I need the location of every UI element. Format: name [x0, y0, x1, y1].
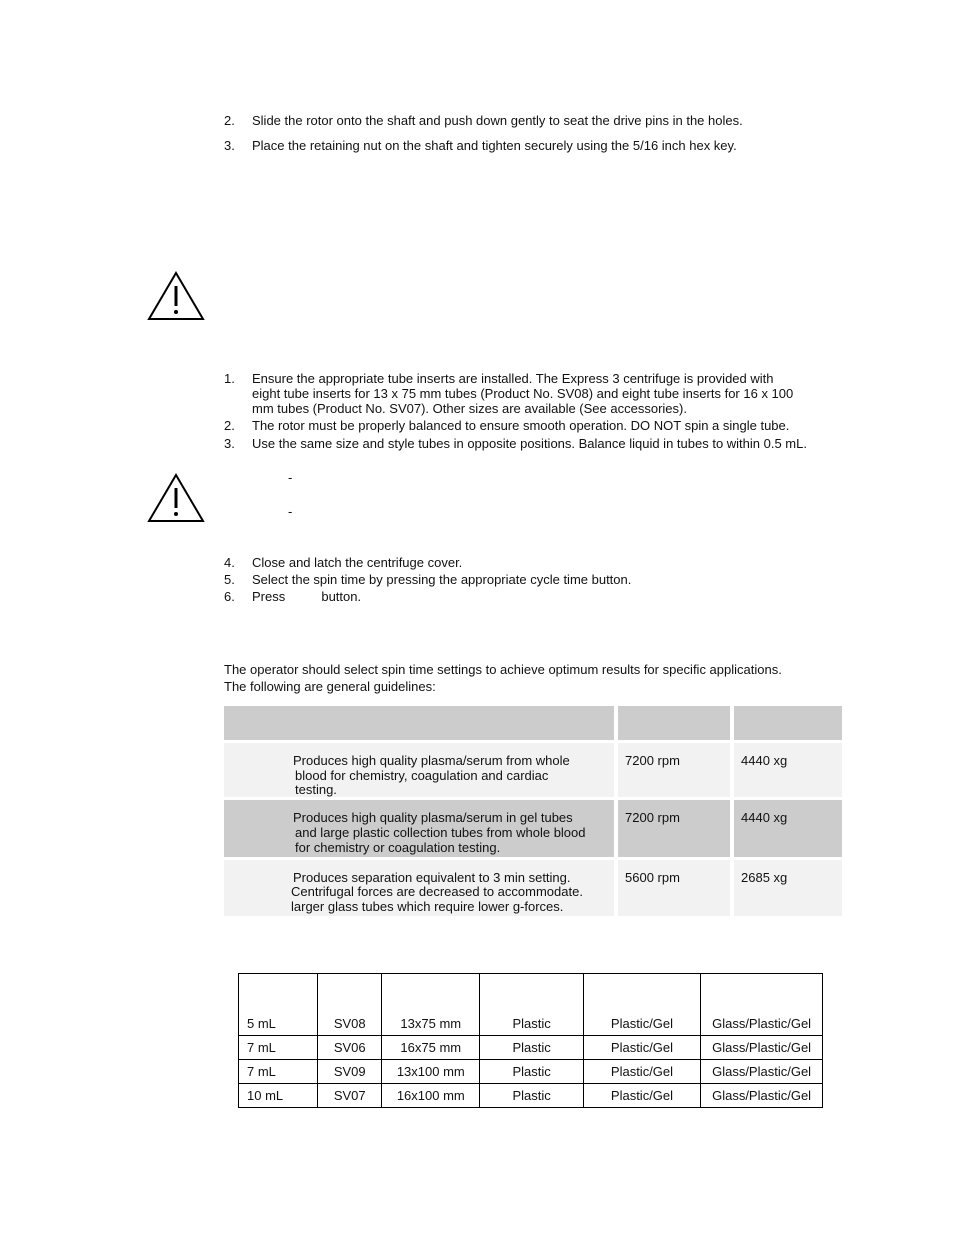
table-header-cell	[382, 974, 480, 1013]
table-cell: 5 mL	[239, 1012, 318, 1036]
warning-triangle-icon	[146, 270, 206, 322]
guideline-description: blood for chemistry, coagulation and cardiac	[295, 768, 549, 783]
guideline-force: 2685 xg	[741, 870, 788, 885]
table-cell: 13x100 mm	[382, 1060, 480, 1084]
table-cell: SV09	[318, 1060, 382, 1084]
table-cell: Glass/Plastic/Gel	[701, 1012, 823, 1036]
guidelines-row-cell	[734, 860, 842, 916]
table-row	[239, 1036, 823, 1060]
guideline-rpm: 7200 rpm	[625, 753, 680, 768]
table-cell: Glass/Plastic/Gel	[701, 1060, 823, 1084]
guidelines-header-cell	[224, 706, 614, 740]
guideline-rpm: 7200 rpm	[625, 810, 680, 825]
step-text: Close and latch the centrifuge cover.	[252, 555, 463, 570]
step-text: Press button.	[252, 589, 362, 604]
step-number: 2.	[224, 113, 235, 128]
table-cell: 13x75 mm	[382, 1012, 480, 1036]
step-text: Place the retaining nut on the shaft and tighten securely using the 5/16 inch hex key.	[252, 138, 737, 153]
table-row	[239, 1012, 823, 1036]
guidelines-row-cell	[618, 860, 730, 916]
table-row	[239, 1084, 823, 1108]
step-text-line: mm tubes (Product No. SV07). Other sizes are available (See accessories).	[252, 401, 687, 416]
table-row	[239, 1060, 823, 1084]
table-cell: 10 mL	[239, 1084, 318, 1108]
step-text-line: Use the same size and style tubes in opposite positions. Balance liquid in tubes to within 0.5 mL.	[252, 436, 807, 451]
table-cell: SV06	[318, 1036, 382, 1060]
table-header-cell	[701, 974, 823, 1013]
warning-triangle-icon	[146, 472, 206, 524]
guideline-force: 4440 xg	[741, 810, 788, 825]
warning-bullet: -	[288, 504, 293, 519]
table-cell: Plastic	[480, 1012, 583, 1036]
intro-line: The following are general guidelines:	[224, 679, 436, 694]
guideline-description: Centrifugal forces are decreased to accommodate.	[291, 884, 583, 899]
table-cell: Plastic/Gel	[583, 1060, 700, 1084]
guideline-description: and large plastic collection tubes from whole blood	[295, 825, 586, 840]
table-cell: SV08	[318, 1012, 382, 1036]
step-number: 4.	[224, 555, 235, 570]
table-cell: Plastic	[480, 1084, 583, 1108]
guideline-description: Produces separation equivalent to 3 min setting.	[293, 870, 571, 885]
step-number: 1.	[224, 371, 235, 386]
step-text-line: eight tube inserts for 13 x 75 mm tubes (Product No. SV08) and eight tube inserts for 16 x 100	[252, 386, 794, 401]
table-cell: 7 mL	[239, 1060, 318, 1084]
table-cell: Plastic	[480, 1036, 583, 1060]
guideline-rpm: 5600 rpm	[625, 870, 680, 885]
table-header-cell	[318, 974, 382, 1013]
guidelines-row-cell	[618, 800, 730, 857]
guideline-description: testing.	[295, 782, 337, 797]
table-cell: Plastic/Gel	[583, 1012, 700, 1036]
step-text: Select the spin time by pressing the appropriate cycle time button.	[252, 572, 632, 587]
table-cell: 16x100 mm	[382, 1084, 480, 1108]
guidelines-row-cell	[734, 800, 842, 857]
table-cell: 16x75 mm	[382, 1036, 480, 1060]
step-number: 2.	[224, 418, 235, 433]
table-cell: Plastic/Gel	[583, 1084, 700, 1108]
guideline-description: for chemistry or coagulation testing.	[295, 840, 501, 855]
warning-bullet: -	[288, 470, 293, 485]
step-text-line: Ensure the appropriate tube inserts are installed. The Express 3 centrifuge is provided with	[252, 371, 774, 386]
step-text: Slide the rotor onto the shaft and push down gently to seat the drive pins in the holes.	[252, 113, 743, 128]
guideline-description: Produces high quality plasma/serum in gel tubes	[293, 810, 573, 825]
step-number: 5.	[224, 572, 235, 587]
table-cell: SV07	[318, 1084, 382, 1108]
guideline-description: Produces high quality plasma/serum from whole	[293, 753, 570, 768]
table-header-cell	[239, 974, 318, 1013]
step-text-line: The rotor must be properly balanced to ensure smooth operation. DO NOT spin a single tube.	[252, 418, 790, 433]
guideline-description: larger glass tubes which require lower g-forces.	[291, 899, 564, 914]
table-header-row	[239, 974, 823, 1013]
step-number: 3.	[224, 138, 235, 153]
step-number: 3.	[224, 436, 235, 451]
table-cell: 7 mL	[239, 1036, 318, 1060]
step-number: 6.	[224, 589, 235, 604]
guidelines-row-cell	[618, 743, 730, 797]
table-cell: Plastic	[480, 1060, 583, 1084]
guidelines-header-cell	[734, 706, 842, 740]
intro-line: The operator should select spin time settings to achieve optimum results for specific applications.	[224, 662, 782, 677]
table-header-cell	[480, 974, 583, 1013]
guideline-force: 4440 xg	[741, 753, 788, 768]
table-cell: Plastic/Gel	[583, 1036, 700, 1060]
table-cell: Glass/Plastic/Gel	[701, 1036, 823, 1060]
table-cell: Glass/Plastic/Gel	[701, 1084, 823, 1108]
guidelines-header-cell	[618, 706, 730, 740]
guidelines-row-cell	[734, 743, 842, 797]
table-header-cell	[583, 974, 700, 1013]
tube-inserts-table	[238, 973, 823, 1108]
